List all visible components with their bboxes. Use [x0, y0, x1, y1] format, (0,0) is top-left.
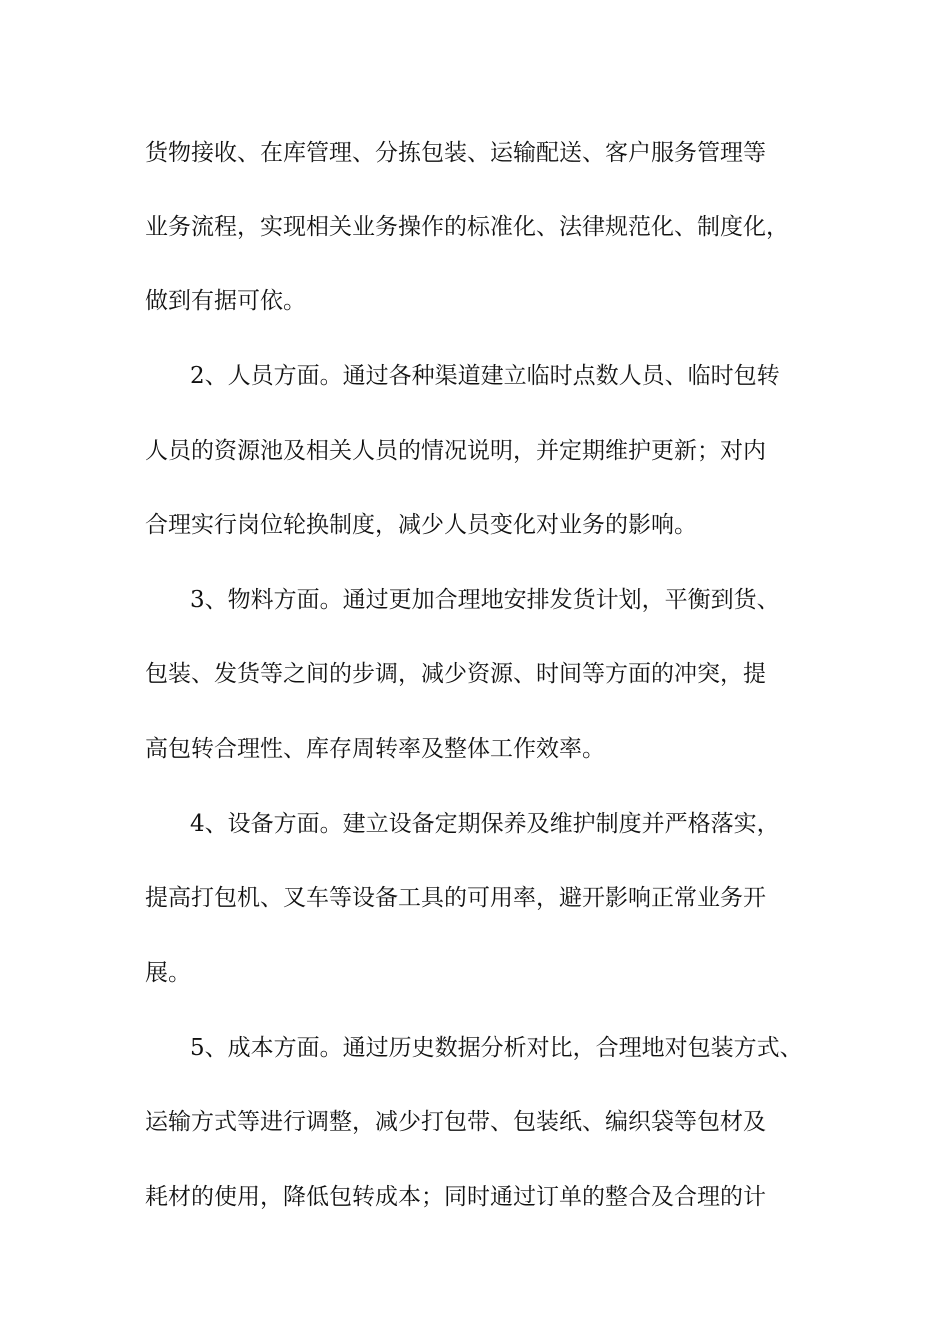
text-line: 货物接收、在库管理、分拣包装、运输配送、客户服务管理等 — [145, 140, 766, 166]
text-line: 运输方式等进行调整，减少打包带、包装纸、编织袋等包材及 — [145, 1109, 766, 1135]
text-line: 高包转合理性、库存周转率及整体工作效率。 — [145, 736, 605, 762]
text-line: 耗材的使用，降低包转成本；同时通过订单的整合及合理的计 — [145, 1184, 766, 1210]
text-line: 3、物料方面。通过更加合理地安排发货计划，平衡到货、 — [190, 587, 780, 613]
text-line: 2、人员方面。通过各种渠道建立临时点数人员、临时包转 — [190, 363, 780, 389]
text-line: 包装、发货等之间的步调，减少资源、时间等方面的冲突，提 — [145, 661, 766, 687]
text-line: 合理实行岗位轮换制度，减少人员变化对业务的影响。 — [145, 512, 697, 538]
text-line: 提高打包机、叉车等设备工具的可用率，避开影响正常业务开 — [145, 885, 766, 911]
text-line: 展。 — [145, 960, 191, 986]
text-line: 做到有据可依。 — [145, 288, 306, 314]
text-line: 5、成本方面。通过历史数据分析对比，合理地对包装方式、 — [190, 1035, 803, 1061]
text-line: 人员的资源池及相关人员的情况说明，并定期维护更新；对内 — [145, 438, 766, 464]
text-line: 4、设备方面。建立设备定期保养及维护制度并严格落实， — [190, 811, 780, 837]
text-line: 业务流程，实现相关业务操作的标准化、法律规范化、制度化， — [145, 214, 789, 240]
